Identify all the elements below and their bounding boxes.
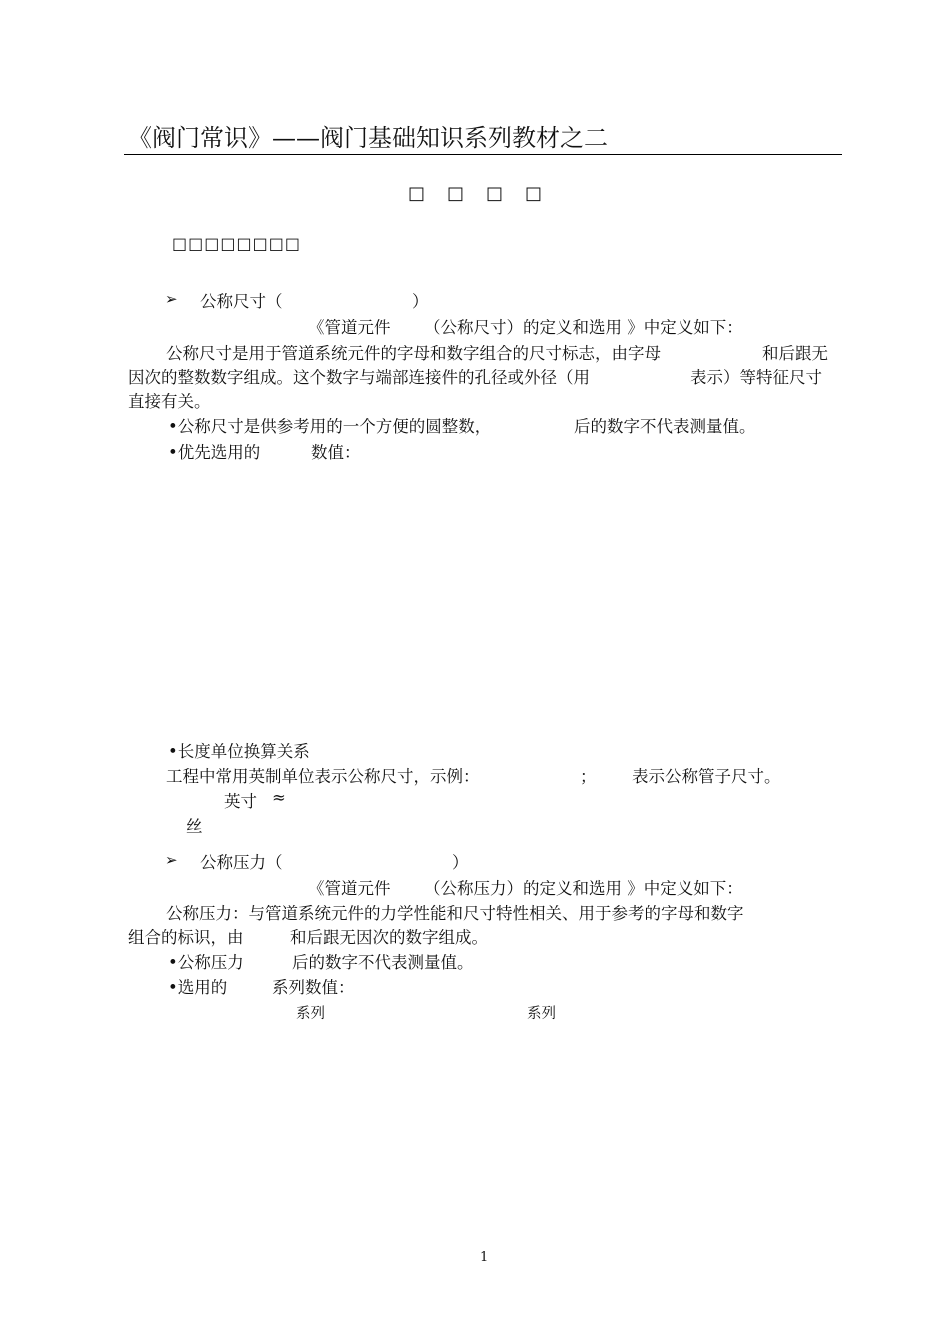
header-divider <box>124 154 842 155</box>
bullet-arrow-icon: ➢ <box>165 851 178 869</box>
bullet-item-2a: •优先选用的 <box>168 443 261 462</box>
imperial-units-text-a: 工程中常用英制单位表示公称尺寸，示例： <box>166 767 480 786</box>
bullet-item-3: •长度单位换算关系 <box>168 742 310 761</box>
page-number: 1 <box>480 1250 489 1265</box>
series-label-2: 系列 <box>527 1006 556 1022</box>
section-heading-close: ） <box>452 853 469 872</box>
section-heading-nominal-size: 公称尺寸（ <box>200 292 283 311</box>
section-heading-close: ） <box>412 292 429 311</box>
standard-reference-a: 《管道元件 <box>308 879 391 898</box>
document-header-title: 《阀门常识》——阀门基础知识系列教材之二 <box>128 124 608 152</box>
definition-line-2b: 表示）等特征尺寸 <box>690 368 822 387</box>
pressure-bullet-1a: •公称压力 <box>168 953 244 972</box>
pressure-definition-line-2a: 组合的标识，由 <box>128 928 244 947</box>
pressure-bullet-2b: 系列数值： <box>272 978 355 997</box>
imperial-units-semicolon: ； <box>580 767 597 786</box>
definition-line-1: 公称尺寸是用于管道系统元件的字母和数字组合的尺寸标志，由字母 <box>166 344 661 363</box>
pressure-definition-line-2b: 和后跟无因次的数字组成。 <box>290 928 488 947</box>
si-unit-label: 丝 <box>186 817 203 836</box>
pressure-bullet-1b: 后的数字不代表测量值。 <box>292 953 474 972</box>
definition-line-3: 直接有关。 <box>128 392 211 411</box>
definition-line-1-end: 和后跟无 <box>762 344 828 363</box>
imperial-units-text-b: 表示公称管子尺寸。 <box>632 767 781 786</box>
approx-symbol: ≈ <box>272 788 286 807</box>
inch-label: 英寸 <box>224 792 257 811</box>
bullet-arrow-icon: ➢ <box>165 290 178 308</box>
standard-reference-a: 《管道元件 <box>308 318 391 337</box>
series-label-1: 系列 <box>296 1006 325 1022</box>
pressure-bullet-2a: •选用的 <box>168 978 228 997</box>
bullet-item-1b: 后的数字不代表测量值。 <box>574 417 756 436</box>
definition-line-2a: 因次的整数数字组成。这个数字与端部连接件的孔径或外径（用 <box>128 368 590 387</box>
subheading-missing-glyphs: □□□□□□□□ <box>172 234 301 253</box>
section-title-missing-glyphs: □□□□ <box>408 183 565 204</box>
standard-reference-b: （公称压力）的定义和选用 》中定义如下： <box>424 879 743 898</box>
pressure-definition-line-1: 公称压力：与管道系统元件的力学性能和尺寸特性相关、用于参考的字母和数字 <box>166 904 744 923</box>
standard-reference-b: （公称尺寸）的定义和选用 》中定义如下： <box>424 318 743 337</box>
bullet-item-2b: 数值： <box>311 443 361 462</box>
section-heading-nominal-pressure: 公称压力（ <box>200 853 283 872</box>
bullet-item-1a: •公称尺寸是供参考用的一个方便的圆整数， <box>168 417 492 436</box>
